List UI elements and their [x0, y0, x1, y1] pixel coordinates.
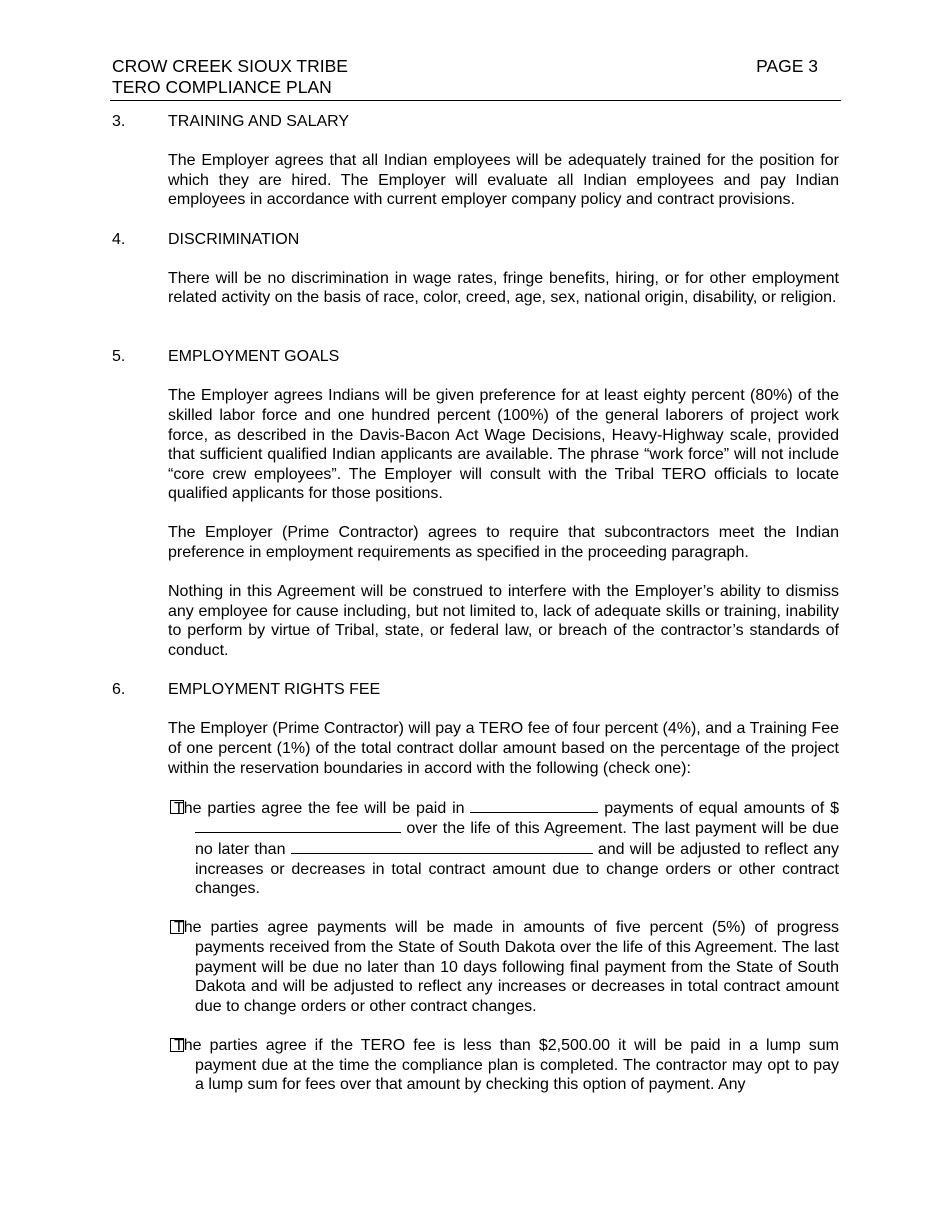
option-text: The parties agree if the TERO fee is less than $2,500.00 it will be paid in a lump sum payment due at the time the compliance plan is completed. The contractor may opt to pay a lump sum for fees over that amount by checking this option of payment. Any — [174, 1036, 839, 1094]
section-number: 6. — [112, 681, 126, 699]
section-title: EMPLOYMENT GOALS — [168, 348, 340, 366]
section-heading — [112, 680, 839, 700]
paragraph: The Employer agrees that all Indian employees will be adequately trained for the position for which they are hired. The Employer will evaluate all Indian employees and pay Indian employees in accordance with current employer company policy and contract provisions. — [168, 152, 839, 209]
section-title: DISCRIMINATION — [168, 230, 300, 248]
paragraph: Nothing in this Agreement will be construed to interfere with the Employer’s ability to dismiss any employee for cause including, but not limited to, lack of adequate skills or training, inability to perform by virtue of Tribal, state, or federal law, or breach of the contractor’s standards of conduct. — [168, 583, 839, 660]
fee-option-installments — [168, 798, 839, 899]
header-doc-title: TERO COMPLIANCE PLAN — [112, 77, 332, 97]
section-number: 4. — [112, 230, 126, 248]
fee-option-progress-payments — [168, 918, 839, 1016]
section-title: EMPLOYMENT RIGHTS FEE — [168, 681, 381, 699]
page-header — [112, 56, 840, 98]
document-body — [112, 112, 839, 1095]
section-title: TRAINING AND SALARY — [168, 113, 350, 130]
option-text: and will be adjusted to reflect any increases or decreases in total contract amount due to change orders or other contract changes. — [195, 840, 839, 898]
header-page-number: PAGE 3 — [756, 56, 818, 76]
option-text: The parties agree the fee will be paid in — [174, 799, 465, 817]
option-text: payments of equal amounts of $ — [604, 799, 839, 817]
section-number: 5. — [112, 348, 126, 366]
header-org: CROW CREEK SIOUX TRIBE — [112, 56, 348, 76]
fee-option-checkbox[interactable] — [170, 1038, 184, 1052]
payment-amount-blank[interactable] — [195, 818, 401, 833]
fee-option-checkbox[interactable] — [170, 800, 184, 814]
section-heading — [112, 230, 839, 250]
option-text: The parties agree payments will be made in amounts of five percent (5%) of progress payments received from the State of South Dakota over the life of this Agreement. The last payment will be due no later than 10 days following final payment from the State of South Dakota and will be adjusted to reflect any increases or decreases in total contract amount due to change orders or other contract changes. — [174, 919, 839, 1015]
paragraph: There will be no discrimination in wage rates, fringe benefits, hiring, or for other employment related activity on the basis of race, color, creed, age, sex, national origin, disability, or religion. — [168, 269, 839, 307]
payment-count-blank[interactable] — [470, 798, 598, 813]
header-divider — [110, 100, 841, 101]
paragraph: The Employer (Prime Contractor) agrees to require that subcontractors meet the Indian preference in employment requirements as specified in the proceeding paragraph. — [168, 524, 839, 562]
section-heading — [112, 347, 839, 367]
fee-option-lump-sum — [168, 1036, 839, 1095]
paragraph: The Employer (Prime Contractor) will pay a TERO fee of four percent (4%), and a Training Fee of one percent (1%) of the total contract dollar amount based on the percentage of the project within the reservation boundaries in accord with the following (check one): — [168, 720, 839, 777]
section-heading — [112, 112, 839, 132]
section-number: 3. — [112, 113, 126, 130]
last-payment-date-blank[interactable] — [291, 839, 593, 854]
option-text: over the life of this Agreement. The last payment will be due no later than — [195, 820, 839, 858]
paragraph: The Employer agrees Indians will be given preference for at least eighty percent (80%) of the skilled labor force and one hundred percent (100%) of the general laborers of project work force, as described in the Davis-Bacon Act Wage Decisions, Heavy-Highway scale, provided that sufficient qualified Indian applicants are available. The phrase “work force” will not include “core crew employees”. The Employer will consult with the Tribal TERO officials to locate qualified applicants for those positions. — [168, 387, 839, 503]
fee-option-checkbox[interactable] — [170, 920, 184, 934]
